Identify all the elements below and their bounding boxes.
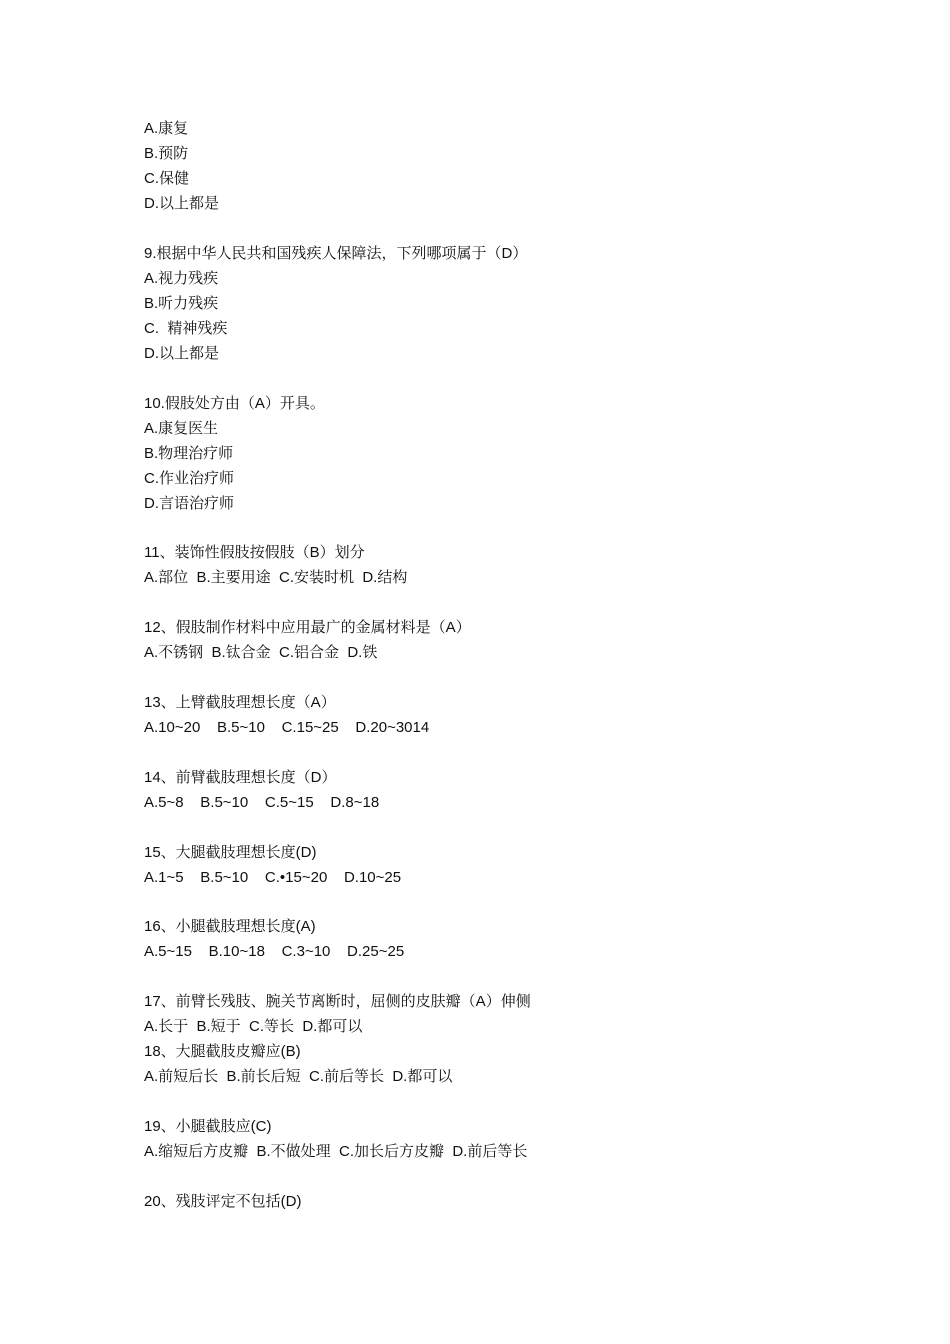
blank-line (144, 740, 844, 765)
option-line: A.前短后长 B.前长后短 C.前后等长 D.都可以 (144, 1068, 453, 1086)
option-line: A.5~15 B.10~18 C.3~10 D.25~25 (144, 943, 405, 961)
blank-line (144, 366, 844, 391)
question-20: 20、残肢评定不包括(D) (144, 1192, 302, 1210)
option-line: A.长于 B.短于 C.等长 D.都可以 (144, 1018, 363, 1036)
question-9: 9.根据中华人民共和国残疾人保障法，下列哪项属于（D） (144, 244, 528, 262)
blank-line (144, 1164, 844, 1189)
blank-line (144, 815, 844, 840)
blank-line (144, 665, 844, 690)
option-line: D.以上都是 (144, 195, 220, 212)
question-10: 10.假肢处方由（A）开具。 (144, 394, 325, 412)
question-17: 17、前臂长残肢、腕关节离断时，屈侧的皮肤瓣（A）伸侧 (144, 993, 531, 1011)
blank-line (144, 890, 844, 915)
option-line: A.5~8 B.5~10 C.5~15 D.8~18 (144, 793, 380, 811)
option-line: A.1~5 B.5~10 C.•15~20 D.10~25 (144, 868, 402, 886)
question-18: 18、大腿截肢皮瓣应(B) (144, 1043, 301, 1061)
blank-line (144, 216, 844, 241)
option-line: C.作业治疗师 (144, 469, 235, 487)
blank-line (144, 964, 844, 989)
option-line: A.康复医生 (144, 419, 219, 437)
document-body (144, 116, 844, 1214)
blank-line (144, 1089, 844, 1114)
option-line: A.缩短后方皮瓣 B.不做处理 C.加长后方皮瓣 D.前后等长 (144, 1142, 528, 1160)
option-line: B.物理治疗师 (144, 444, 234, 462)
option-line: D.以上都是 (144, 344, 220, 362)
option-line: C. 精神残疾 (144, 319, 228, 337)
question-15: 15、大腿截肢理想长度(D) (144, 843, 317, 861)
option-line: A.不锈钢 B.钛合金 C.铝合金 D.铁 (144, 644, 378, 662)
blank-line (144, 516, 844, 541)
question-12: 12、假肢制作材料中应用最广的金属材料是（A） (144, 619, 471, 637)
option-line: B.听力残疾 (144, 294, 219, 312)
option-line: A.视力残疾 (144, 269, 219, 287)
question-14: 14、前臂截肢理想长度（D） (144, 768, 337, 786)
option-line: A.康复 (144, 120, 189, 137)
question-19: 19、小腿截肢应(C) (144, 1117, 272, 1135)
question-13: 13、上臂截肢理想长度（A） (144, 693, 336, 711)
option-line: D.言语治疗师 (144, 494, 235, 512)
option-line: A.部位 B.主要用途 C.安装时机 D.结构 (144, 569, 408, 587)
question-11: 11、装饰性假肢按假肢（B）划分 (144, 544, 365, 562)
question-16: 16、小腿截肢理想长度(A) (144, 918, 316, 936)
blank-line (144, 590, 844, 615)
option-line: B.预防 (144, 145, 189, 162)
option-line: C.保健 (144, 170, 190, 187)
option-line: A.10~20 B.5~10 C.15~25 D.20~3014 (144, 718, 430, 736)
